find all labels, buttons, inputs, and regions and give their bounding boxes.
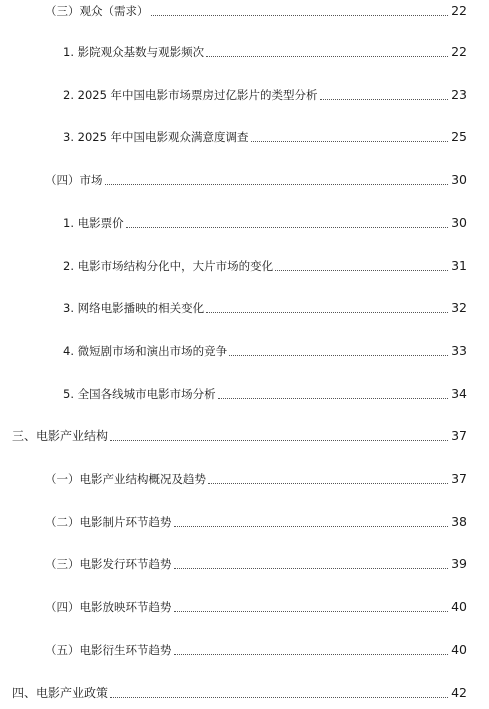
toc-entry[interactable] [63,255,467,277]
toc-entry[interactable] [63,41,467,63]
toc-dot-leader [110,440,448,441]
toc-entry[interactable] [63,383,467,405]
toc-entry-title: 3. 2025 年中国电影观众满意度调查 [63,130,249,144]
toc-dot-leader [110,697,448,698]
toc-entry[interactable] [45,553,467,575]
toc-dot-leader [174,611,449,612]
toc-page-number: 37 [451,471,467,486]
toc-entry-title: （四）市场 [45,173,103,187]
toc-entry[interactable] [45,596,467,618]
toc-entry-title: （一）电影产业结构概况及趋势 [45,472,206,486]
toc-entry[interactable] [63,340,467,362]
toc-entry-title: （三）观众（需求） [45,4,149,18]
toc-page-number: 23 [451,87,467,102]
toc-entry-title: 3. 网络电影播映的相关变化 [63,301,205,315]
toc-dot-leader [206,56,448,57]
toc-entry[interactable] [63,297,467,319]
toc-dot-leader [208,483,448,484]
toc-entry-title: （二）电影制片环节趋势 [45,515,172,529]
toc-page-number: 40 [451,599,467,614]
toc-dot-leader [206,312,448,313]
toc-dot-leader [320,99,449,100]
toc-page-number: 32 [451,300,467,315]
toc-page-number: 37 [451,428,467,443]
toc-entry-title: 5. 全国各线城市电影市场分析 [63,387,216,401]
toc-entry-title: 2. 电影市场结构分化中，大片市场的变化 [63,259,274,273]
toc-entry[interactable] [45,169,467,191]
toc-page-number: 42 [451,685,467,700]
toc-page-number: 22 [451,44,467,59]
toc-entry[interactable] [45,468,467,490]
toc-dot-leader [174,654,449,655]
toc-page-number: 31 [451,258,467,273]
toc-page-number: 30 [451,172,467,187]
toc-page-number: 33 [451,343,467,358]
toc-entry-title: （三）电影发行环节趋势 [45,557,172,571]
toc-entry-title: （四）电影放映环节趋势 [45,600,172,614]
toc-dot-leader [251,141,449,142]
toc-entry[interactable] [63,212,467,234]
toc-entry-title: 1. 电影票价 [63,216,124,230]
toc-entry-title: 1. 影院观众基数与观影频次 [63,45,205,59]
toc-entry-title: （五）电影衍生环节趋势 [45,643,172,657]
toc-entry[interactable] [45,511,467,533]
toc-page-number: 40 [451,642,467,657]
toc-dot-leader [174,526,449,527]
toc-dot-leader [174,568,449,569]
toc-entry-title: 三、电影产业结构 [12,429,109,443]
toc-page-number: 38 [451,514,467,529]
toc-page-number: 39 [451,556,467,571]
toc-entry-title: 四、电影产业政策 [12,686,109,700]
toc-entry[interactable] [45,639,467,661]
toc-entry[interactable] [45,0,467,22]
toc-entry[interactable] [12,425,467,447]
toc-dot-leader [105,184,449,185]
toc-dot-leader [229,355,448,356]
toc-entry[interactable] [63,126,467,148]
toc-entry[interactable] [12,682,467,704]
toc-page-number: 34 [451,386,467,401]
toc-dot-leader [275,270,448,271]
toc-page-number: 30 [451,215,467,230]
toc-entry-title: 2. 2025 年中国电影市场票房过亿影片的类型分析 [63,88,318,102]
toc-entry-title: 4. 微短剧市场和演出市场的竞争 [63,344,228,358]
toc-page-number: 25 [451,129,467,144]
toc-page-number: 22 [451,3,467,18]
toc-dot-leader [126,227,448,228]
toc-dot-leader [151,15,449,16]
toc-entry[interactable] [63,84,467,106]
toc-dot-leader [218,398,448,399]
